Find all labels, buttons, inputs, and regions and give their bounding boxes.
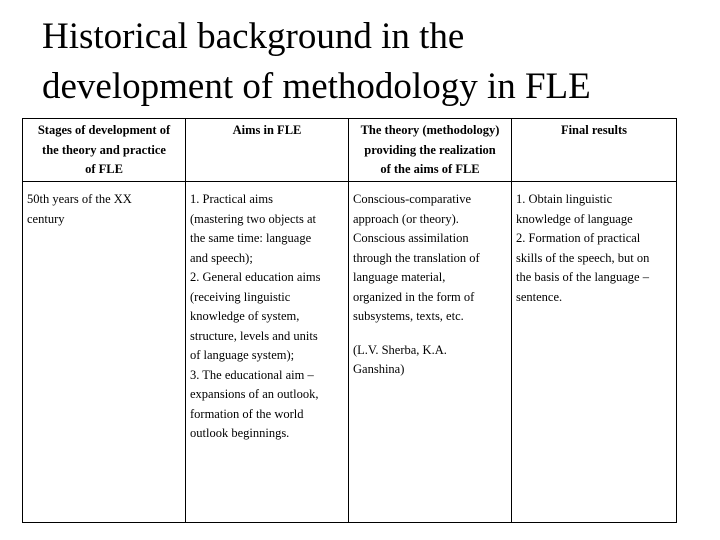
header-line: The theory (methodology) [360, 123, 500, 137]
cell-line: (receiving linguistic [190, 289, 291, 304]
cell-line: the basis of the language – [516, 270, 649, 284]
header-line: providing the realization [364, 142, 496, 157]
header-theory [349, 119, 512, 182]
cell-line: century [27, 211, 65, 226]
cell-line: 1. Practical aims [190, 192, 273, 206]
table-header-row [23, 119, 677, 182]
header-line: Aims in FLE [232, 123, 302, 137]
cell-line: Conscious assimilation [353, 231, 469, 245]
slide-title [42, 12, 712, 112]
cell-line: 2. General education aims [190, 270, 321, 284]
cell-line: knowledge of system, [190, 309, 300, 323]
cell-line: skills of the speech, but on [516, 250, 650, 265]
cell-line: structure, levels and units [190, 328, 318, 343]
cell-line: through the translation of [353, 250, 480, 265]
cell-line: 50th years of the XX [27, 192, 132, 206]
header-line: the theory and practice [42, 142, 166, 157]
header-line: of FLE [85, 162, 123, 176]
cell-line: expansions of an outlook, [190, 387, 319, 401]
cell-line: Ganshina) [353, 362, 405, 376]
cell-line: organized in the form of [353, 289, 475, 304]
cell-line: formation of the world [190, 406, 304, 421]
spacer [353, 327, 507, 341]
cell-line: Conscious-comparative [353, 192, 472, 206]
cell-line: (L.V. Sherba, K.A. [353, 342, 447, 357]
header-stages [23, 119, 186, 182]
cell-line: of language system); [190, 348, 295, 362]
cell-line: and speech); [190, 250, 253, 265]
header-results [512, 119, 677, 182]
cell-line: language material, [353, 270, 446, 284]
cell-stage [23, 182, 186, 523]
cell-line: knowledge of language [516, 211, 633, 226]
cell-line: the same time: language [190, 231, 312, 245]
slide-title-line: Historical background in the [42, 16, 465, 57]
cell-theory [349, 182, 512, 523]
cell-line: outlook beginnings. [190, 426, 290, 440]
cell-line: 1. Obtain linguistic [516, 192, 613, 206]
cell-results [512, 182, 677, 523]
cell-line: approach (or theory). [353, 211, 459, 226]
table-row [23, 182, 677, 523]
header-aims [186, 119, 349, 182]
cell-line: 3. The educational aim – [190, 367, 314, 382]
cell-line: subsystems, texts, etc. [353, 309, 464, 323]
cell-aims [186, 182, 349, 523]
header-line: Final results [560, 123, 628, 137]
header-line: Stages of development of [37, 123, 171, 137]
cell-line: 2. Formation of practical [516, 231, 641, 245]
cell-line: (mastering two objects at [190, 211, 317, 226]
header-line: of the aims of FLE [380, 162, 480, 176]
cell-line: sentence. [516, 289, 563, 304]
slide-title-line: development of methodology in FLE [42, 66, 591, 107]
methodology-table [22, 118, 677, 523]
